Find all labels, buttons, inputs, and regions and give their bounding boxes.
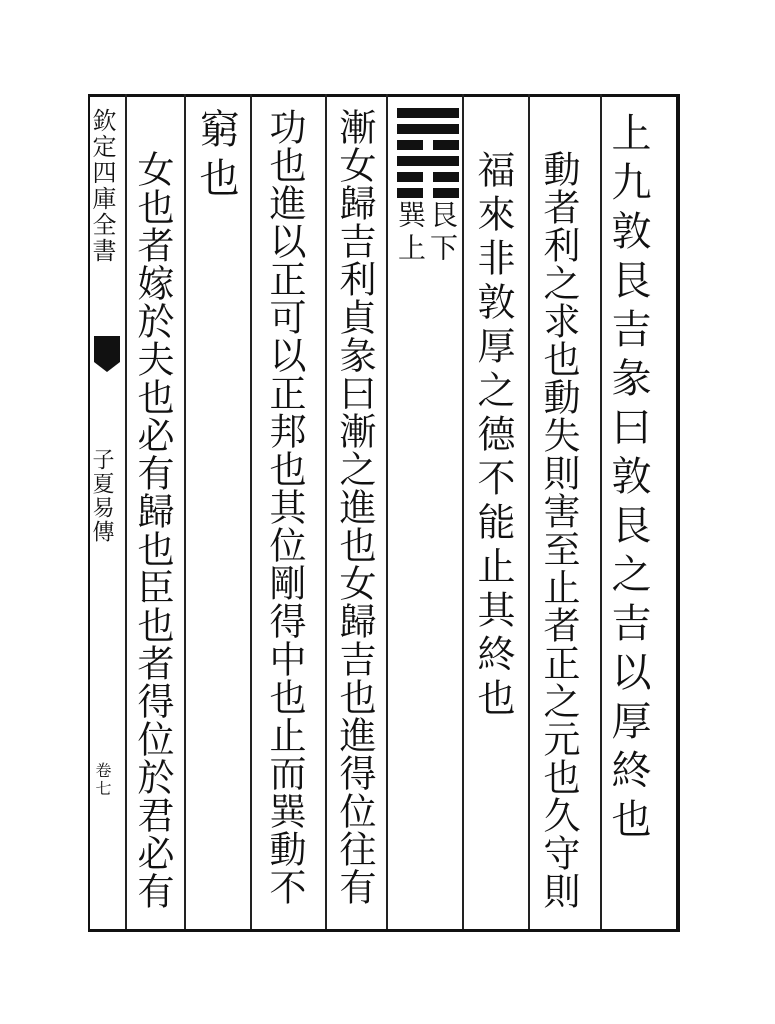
text-column-3: 福來非敦厚之德不能止其終也 [471,150,515,722]
text-column-7: 女也者嫁於夫也必有歸也臣也者得位於君必有 [131,150,174,910]
page-frame [88,94,680,932]
page-number: 卷七 [93,762,112,798]
text-column-4: 漸女歸吉利貞彖曰漸之進也女歸吉也進得位往有 [333,108,376,906]
column-rule [325,94,327,929]
fish-tail-ornament [94,336,120,372]
hexagram-line [397,156,459,166]
lower-trigram-label: 艮下 [426,200,459,266]
hexagram-line [397,124,459,134]
hexagram-line [397,172,459,182]
hexagram-jian [397,108,459,204]
column-rule [250,94,252,929]
text-column-6: 窮也 [193,108,239,206]
column-rule [386,94,388,929]
text-column-2: 動者利之求也動失則害至止者正之元也久守則 [537,150,580,910]
column-rule [184,94,186,929]
column-rule [600,94,602,929]
text-column-1: 上九敦艮吉彖曰敦艮之吉以厚終也 [605,112,651,847]
upper-trigram-label: 巽上 [394,200,427,266]
book-title: 欽定四庫全書 [88,108,116,264]
text-column-5: 功也進以正可以正邦也其位剛得中也止而巽動不 [263,108,306,906]
volume-title: 子夏易傳 [89,448,114,544]
column-rule [462,94,464,929]
column-rule [125,94,127,929]
hexagram-line [397,188,459,198]
column-rule [528,94,530,929]
hexagram-line [397,108,459,118]
hexagram-line [397,140,459,150]
